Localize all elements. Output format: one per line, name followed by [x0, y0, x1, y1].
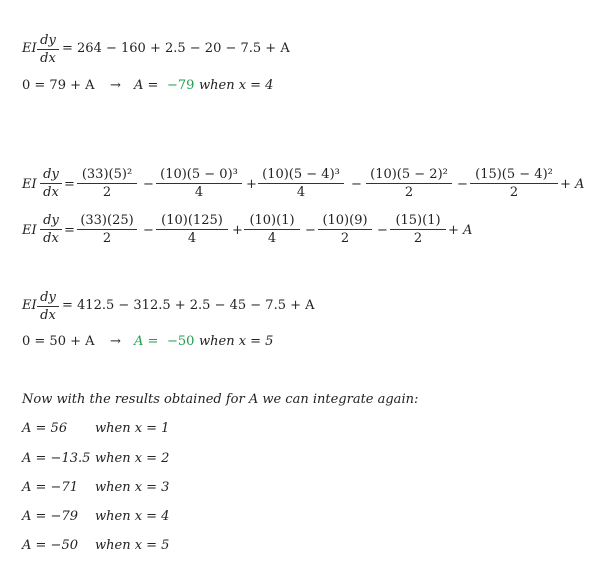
- equation-rhs: = 412.5 − 312.5 + 2.5 − 45 − 7.5 + A: [62, 298, 315, 313]
- fraction-numerator: (10)(125): [156, 212, 228, 230]
- fraction-numerator: dy: [37, 32, 59, 50]
- fraction-numerator: dy: [40, 212, 62, 230]
- equals-sign: =: [64, 177, 75, 192]
- fraction-denominator: 4: [296, 185, 306, 200]
- fraction-denominator: 2: [102, 185, 112, 200]
- fraction-denominator: 4: [187, 231, 197, 246]
- term-fraction-1: [77, 166, 137, 201]
- fraction-numerator: (15)(1): [390, 212, 446, 230]
- term-fraction-2: [156, 166, 242, 201]
- fraction-numerator: (15)(5 − 4)²: [470, 166, 558, 184]
- fraction-denominator: 2: [404, 185, 414, 200]
- result-when: when x = 1: [95, 421, 170, 436]
- arrow-icon: →: [110, 78, 121, 93]
- dy-dx-fraction: [37, 32, 59, 67]
- ei-label: EI: [22, 223, 37, 238]
- result-a: A = −13.5: [22, 451, 91, 466]
- a-label: A =: [134, 78, 159, 93]
- result-when: when x = 2: [95, 451, 170, 466]
- when-condition: when x = 5: [199, 334, 274, 349]
- result-a: A = −50: [22, 538, 78, 553]
- result-a: A = 56: [22, 421, 68, 436]
- result-a: A = −71: [22, 480, 78, 495]
- operator: +: [246, 177, 257, 192]
- operator: −: [457, 177, 468, 192]
- dy-dx-fraction: [37, 289, 59, 324]
- plus-a-term: + A: [448, 223, 473, 238]
- fraction-numerator: dy: [37, 289, 59, 307]
- equation-lhs: 0 = 79 + A: [22, 78, 95, 93]
- term-fraction-3: [244, 212, 300, 247]
- result-a: A = −79: [22, 509, 78, 524]
- term-fraction-4: [366, 166, 452, 201]
- operator: −: [377, 223, 388, 238]
- when-condition: when x = 4: [199, 78, 274, 93]
- a-label-highlight: A =: [134, 334, 159, 349]
- plus-a-term: + A: [560, 177, 585, 192]
- fraction-denominator: dx: [40, 308, 56, 323]
- a-value-highlight: −79: [167, 78, 195, 93]
- fraction-denominator: 2: [413, 231, 423, 246]
- term-fraction-3: [258, 166, 344, 201]
- result-when: when x = 5: [95, 538, 170, 553]
- term-fraction-1: [77, 212, 137, 247]
- ei-label: EI: [22, 41, 37, 56]
- summary-intro: Now with the results obtained for A we can integrate again:: [22, 392, 419, 407]
- term-fraction-5: [470, 166, 558, 201]
- fraction-denominator: 4: [267, 231, 277, 246]
- fraction-numerator: (33)(25): [77, 212, 137, 230]
- fraction-denominator: dx: [43, 185, 59, 200]
- fraction-denominator: 2: [509, 185, 519, 200]
- fraction-denominator: 4: [194, 185, 204, 200]
- arrow-icon: →: [110, 334, 121, 349]
- term-fraction-2: [156, 212, 228, 247]
- fraction-denominator: dx: [40, 51, 56, 66]
- fraction-denominator: dx: [43, 231, 59, 246]
- equation-rhs: = 264 − 160 + 2.5 − 20 − 7.5 + A: [62, 41, 290, 56]
- term-fraction-5: [390, 212, 446, 247]
- dy-dx-fraction: [40, 166, 62, 201]
- result-when: when x = 4: [95, 509, 170, 524]
- operator: +: [232, 223, 243, 238]
- fraction-numerator: (10)(1): [244, 212, 300, 230]
- operator: −: [305, 223, 316, 238]
- fraction-numerator: (33)(5)²: [77, 166, 137, 184]
- equation-lhs: 0 = 50 + A: [22, 334, 95, 349]
- ei-label: EI: [22, 177, 37, 192]
- ei-label: EI: [22, 298, 37, 313]
- fraction-denominator: 2: [340, 231, 350, 246]
- operator: −: [351, 177, 362, 192]
- fraction-numerator: (10)(9): [318, 212, 372, 230]
- dy-dx-fraction: [40, 212, 62, 247]
- fraction-numerator: dy: [40, 166, 62, 184]
- fraction-denominator: 2: [102, 231, 112, 246]
- a-value-highlight: −50: [167, 334, 195, 349]
- operator: −: [143, 177, 154, 192]
- equals-sign: =: [64, 223, 75, 238]
- fraction-numerator: (10)(5 − 4)³: [258, 166, 344, 184]
- fraction-numerator: (10)(5 − 0)³: [156, 166, 242, 184]
- fraction-numerator: (10)(5 − 2)²: [366, 166, 452, 184]
- operator: −: [143, 223, 154, 238]
- term-fraction-4: [318, 212, 372, 247]
- result-when: when x = 3: [95, 480, 170, 495]
